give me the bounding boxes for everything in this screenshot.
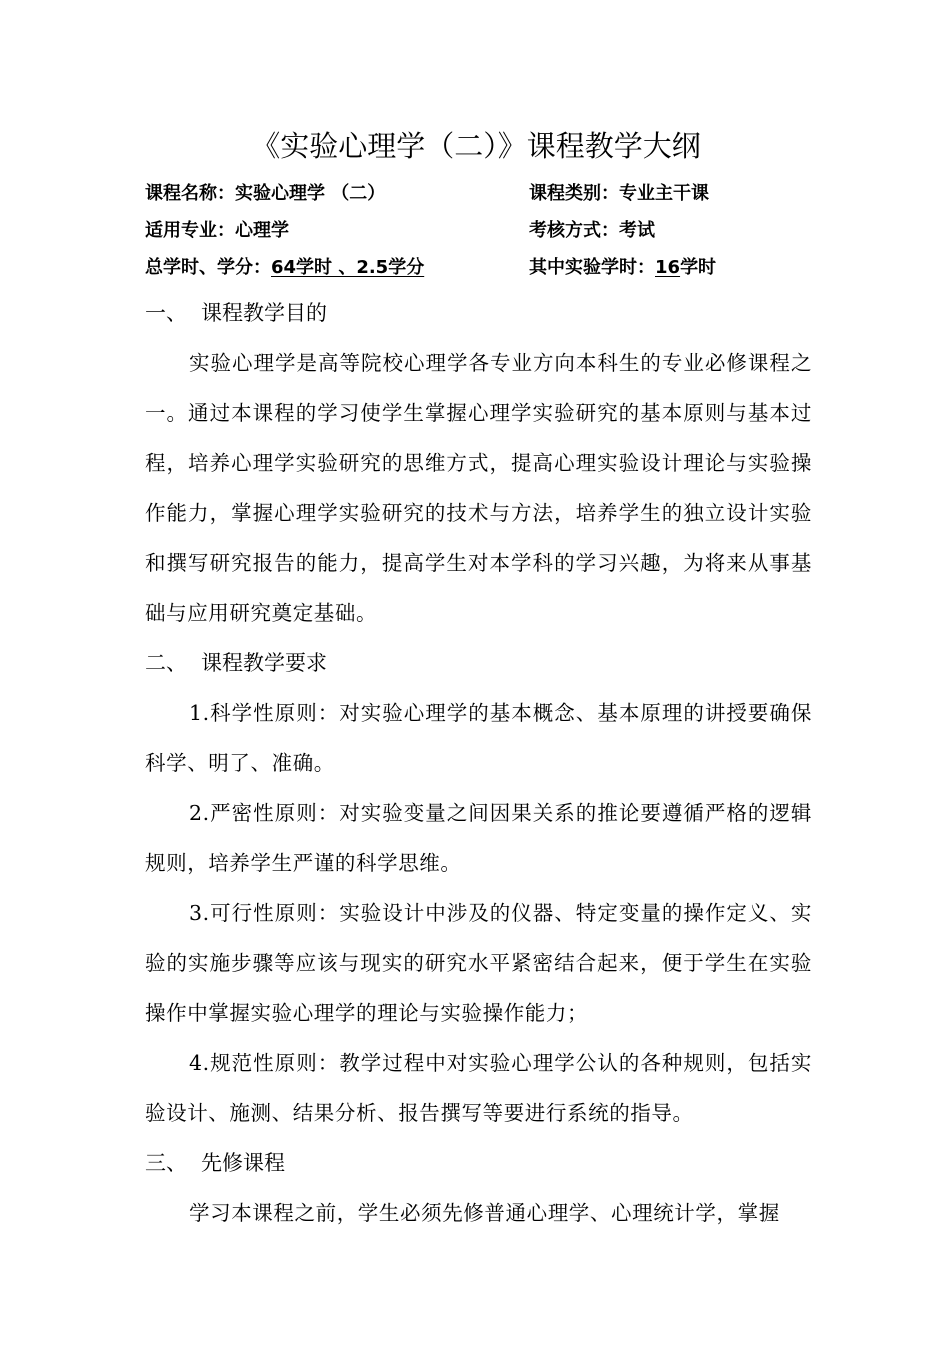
section-heading-requirements	[145, 648, 327, 678]
assessment-value: 考试	[619, 220, 655, 241]
paragraph-requirement-3: 3.可行性原则：实验设计中涉及的仪器、特定变量的操作定义、实验的实施步骤等应该与现实的研究水平紧密结合起来，便于学生在实验操作中掌握实验心理学的理论与实验操作能力；	[145, 901, 812, 1025]
major-value: 心理学	[235, 220, 289, 241]
hours-field	[145, 255, 424, 281]
lab-hours-value: 16	[655, 257, 681, 278]
section-heading-prerequisites	[145, 1148, 285, 1178]
hours-value: 64学时 、2.5学分	[271, 257, 425, 278]
assessment-label: 考核方式：	[529, 220, 619, 241]
section-title: 课程教学目的	[201, 301, 327, 325]
course-type-label: 课程类别：	[529, 183, 619, 204]
section-number: 二、	[145, 651, 187, 675]
paragraph-prerequisites: 学习本课程之前，学生必须先修普通心理学、心理统计学，掌握	[189, 1201, 780, 1225]
lab-hours-unit: 学时	[680, 257, 717, 278]
lab-hours-field	[529, 255, 716, 281]
section-number: 三、	[145, 1151, 187, 1175]
course-name-label: 课程名称：	[145, 183, 235, 204]
major-label: 适用专业：	[145, 220, 235, 241]
document-title: 《实验心理学（二）》课程教学大纲	[251, 129, 701, 163]
lab-hours-label: 其中实验学时：	[529, 257, 655, 278]
paragraph-purpose: 实验心理学是高等院校心理学各专业方向本科生的专业必修课程之一。通过本课程的学习使学生掌握心理学实验研究的基本原则与基本过程，培养心理学实验研究的思维方式，提高心理实验设计理论与实验操作能力，掌握心理学实验研究的技术与方法，培养学生的独立设计实验和撰写研究报告的能力，提高学生对本学科的学习兴趣，为将来从事基础与应用研究奠定基础。	[145, 351, 812, 625]
hours-label: 总学时、学分：	[145, 257, 271, 278]
section-title: 课程教学要求	[201, 651, 327, 675]
course-type-field	[529, 181, 709, 207]
paragraph-requirement-4: 4.规范性原则：教学过程中对实验心理学公认的各种规则，包括实验设计、施测、结果分析、报告撰写等要进行系统的指导。	[145, 1051, 812, 1125]
paragraph-requirement-2: 2.严密性原则：对实验变量之间因果关系的推论要遵循严格的逻辑规则，培养学生严谨的科学思维。	[145, 801, 812, 875]
paragraph-requirement-1: 1.科学性原则：对实验心理学的基本概念、基本原理的讲授要确保科学、明了、准确。	[145, 701, 812, 775]
course-type-value: 专业主干课	[619, 183, 709, 204]
section-number: 一、	[145, 301, 187, 325]
section-heading-purpose	[145, 298, 327, 328]
section-title: 先修课程	[201, 1151, 285, 1175]
major-field	[145, 218, 289, 244]
course-name-value: 实验心理学 （二）	[235, 183, 386, 204]
course-name-field	[145, 181, 385, 207]
assessment-field	[529, 218, 655, 244]
